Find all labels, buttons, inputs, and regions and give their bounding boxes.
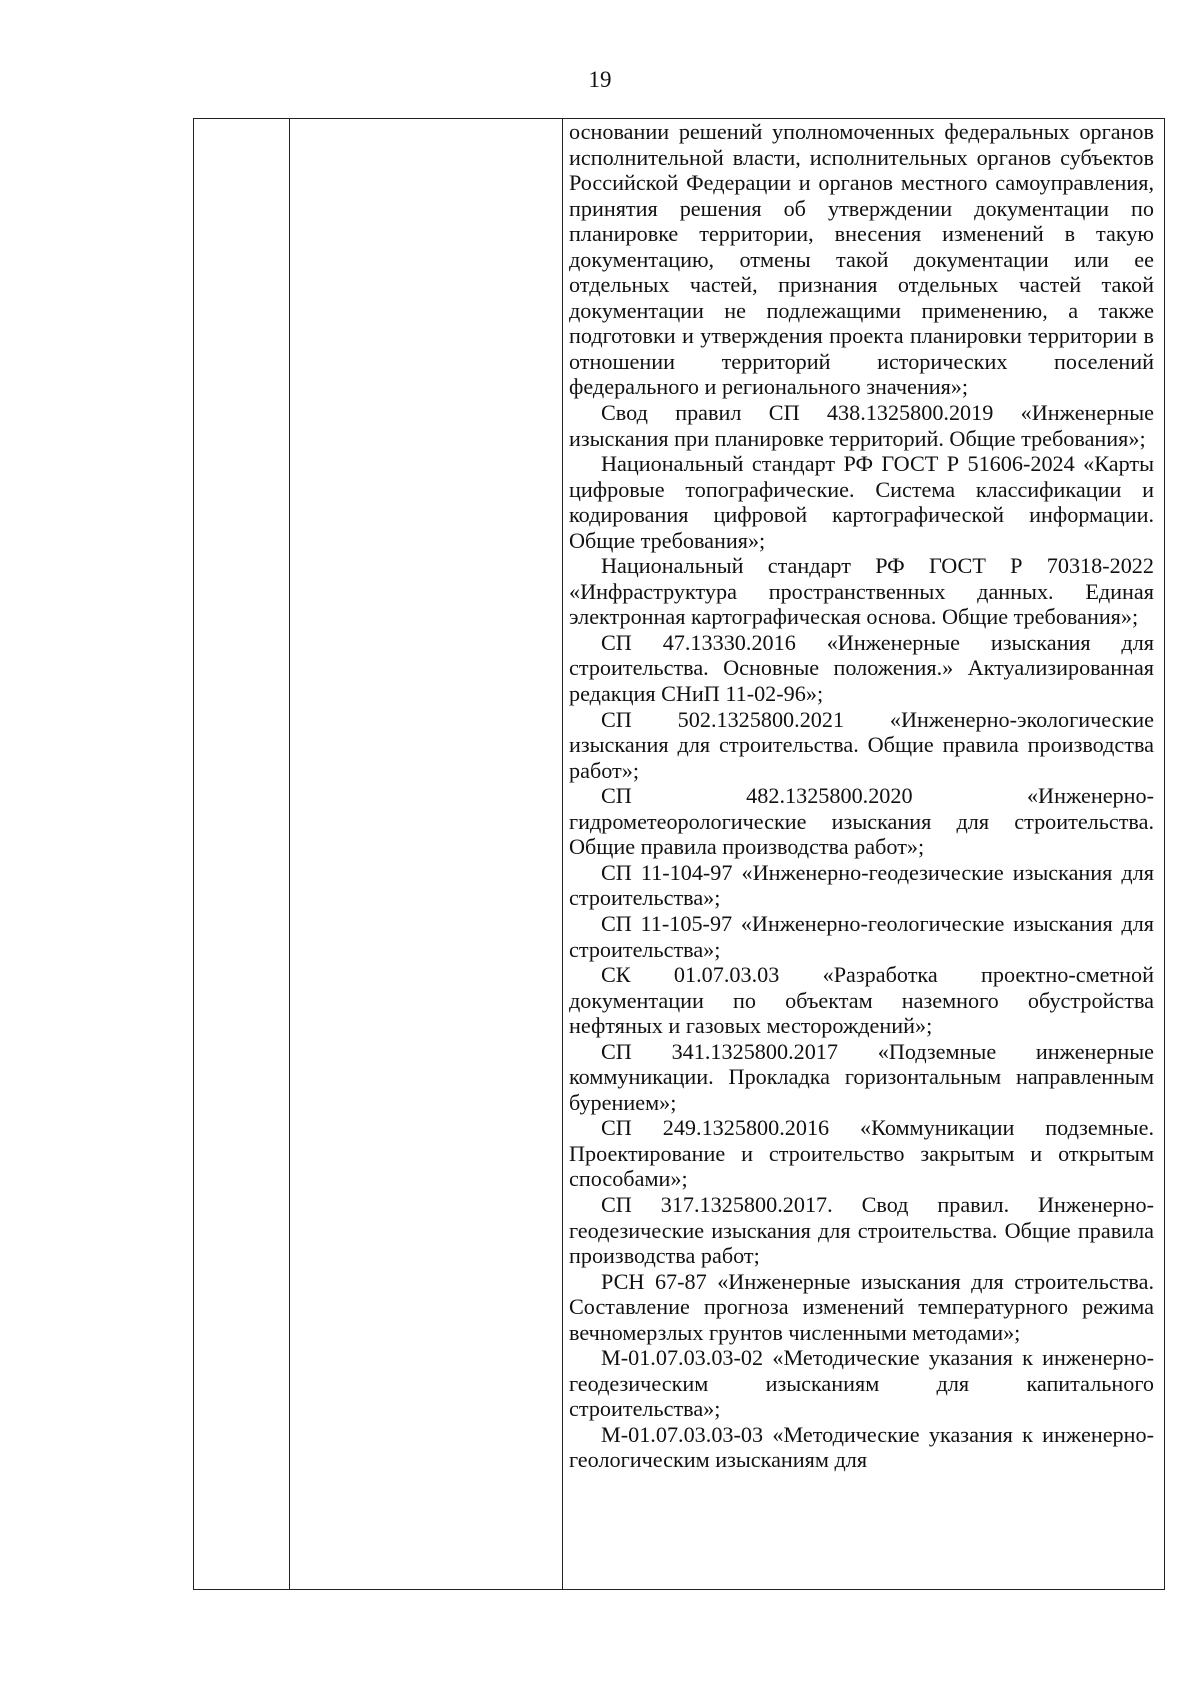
paragraph-m-03: М-01.07.03.03-03 «Методические указания к инженерно-геологическим изысканиям для: [569, 1421, 1154, 1473]
table-cell-content: [563, 119, 1164, 1589]
table-cell-number: [194, 119, 290, 1589]
paragraph-sp-482: СП 482.1325800.2020 «Инженерно-гидрометеорологические изыскания для строительства. Общие правила производства работ»;: [569, 783, 1154, 860]
paragraph-sp-11-105: СП 11-105-97 «Инженерно-геологические изыскания для строительства»;: [569, 910, 1154, 962]
paragraph-sp-47: СП 47.13330.2016 «Инженерные изыскания для строительства. Основные положения.» Актуализированная редакция СНиП 11-02-96»;: [569, 629, 1154, 707]
paragraph-sk-01: СК 01.07.03.03 «Разработка проектно-сметной документации по объектам наземного обустройства нефтяных и газовых месторождений»;: [569, 962, 1154, 1039]
paragraph-rsn-67: РСН 67-87 «Инженерные изыскания для строительства. Составление прогноза изменений температурного режима вечномерзлых грунтов численными методами»;: [569, 1268, 1154, 1345]
paragraph-gost-70318: Национальный стандарт РФ ГОСТ Р 70318-2022 «Инфраструктура пространственных данных. Единая электронная картографическая основа. Общие требования»;: [569, 553, 1154, 630]
paragraph-m-02: М-01.07.03.03-02 «Методические указания к инженерно-геодезическим изысканиям для капитального строительства»;: [569, 1345, 1154, 1422]
requirements-table: [193, 118, 1165, 1590]
paragraph-sp-502: СП 502.1325800.2021 «Инженерно-экологические изыскания для строительства. Общие правила производства работ»;: [569, 706, 1154, 783]
paragraph-sp-438: Свод правил СП 438.1325800.2019 «Инженерные изыскания при планировке территорий. Общие требования»;: [569, 400, 1154, 451]
paragraph-gost-51606: Национальный стандарт РФ ГОСТ Р 51606-2024 «Карты цифровые топографические. Система классификации и кодирования цифровой картографической информации. Общие требования»;: [569, 451, 1154, 553]
paragraph-sp-341: СП 341.1325800.2017 «Подземные инженерные коммуникации. Прокладка горизонтальным направленным бурением»;: [569, 1038, 1154, 1115]
paragraph-sp-11-104: СП 11-104-97 «Инженерно-геодезические изыскания для строительства»;: [569, 859, 1154, 911]
page-number: 19: [588, 67, 612, 92]
table-cell-name: [290, 119, 563, 1589]
paragraph-sp-317: СП 317.1325800.2017. Свод правил. Инженерно-геодезические изыскания для строительства. Общие правила производства работ;: [569, 1191, 1154, 1269]
paragraph-continuation: основании решений уполномоченных федеральных органов исполнительной власти, исполнительных органов субъектов Российской Федерации и органов местного самоуправления, принятия решения об утверждении документации по планировке территории, внесения изменений в такую документацию, отмены такой документации или ее отдельных частей, признания отдельных частей такой документации не подлежащими применению, а также подготовки и утверждения проекта планировки территории в отношении территорий исторических поселений федерального и регионального значения»;: [569, 119, 1154, 400]
paragraph-sp-249: СП 249.1325800.2016 «Коммуникации подземные. Проектирование и строительство закрытым и открытым способами»;: [569, 1115, 1154, 1192]
